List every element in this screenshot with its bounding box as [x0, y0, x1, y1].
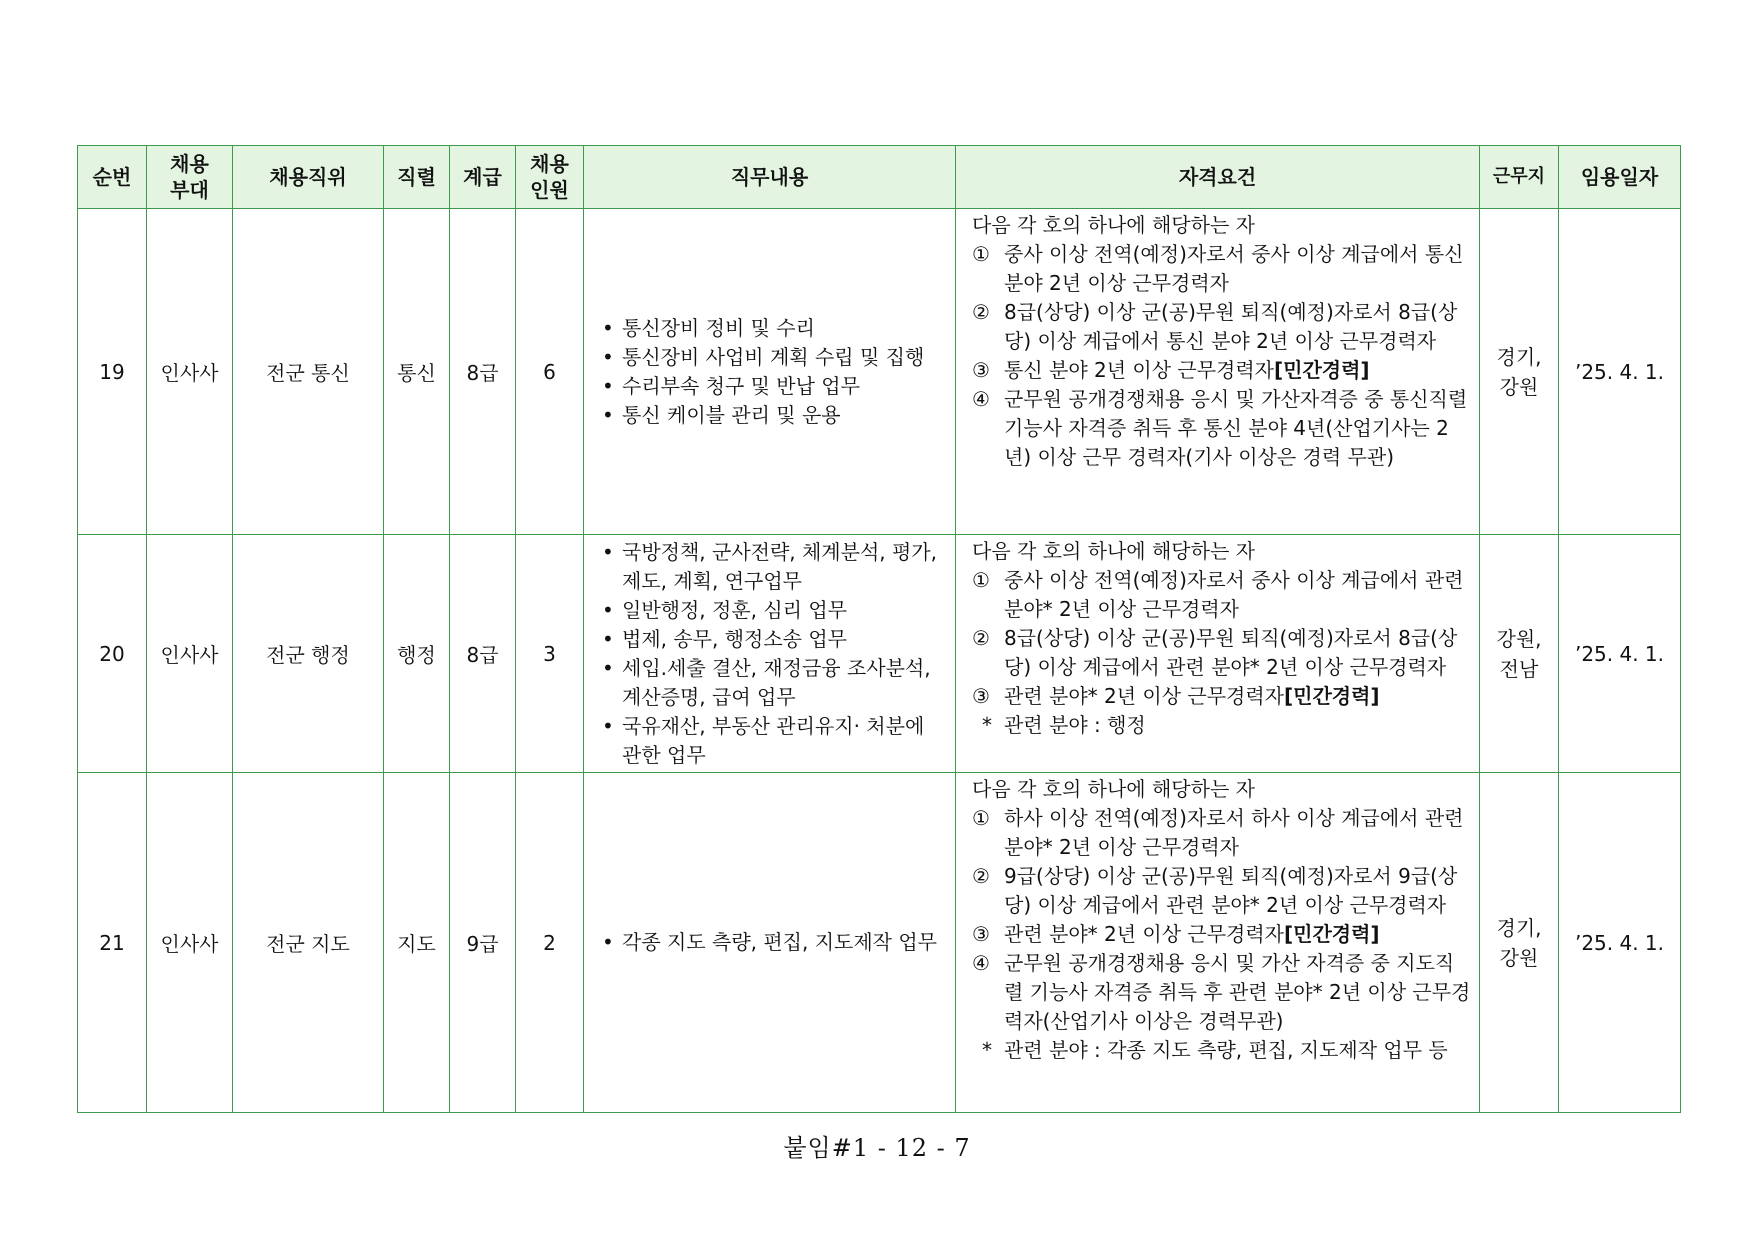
header-grade: 계급 [450, 146, 516, 209]
cell-position: 전군 행정 [233, 535, 384, 773]
qualification-item [972, 804, 1473, 862]
header-count [516, 146, 584, 209]
cell-duties [584, 773, 956, 1113]
qualification-item [972, 385, 1473, 472]
header-row [78, 146, 1681, 209]
cell-duties [584, 535, 956, 773]
qualification-intro: 다음 각 호의 하나에 해당하는 자 [972, 539, 1255, 563]
cell-series: 지도 [384, 773, 450, 1113]
duty-item: • 수리부속 청구 및 반납 업무 [600, 372, 945, 401]
duty-list [600, 314, 945, 430]
cell-count: 6 [516, 209, 584, 535]
qualification-item [972, 298, 1473, 356]
note-marker: * [982, 1038, 992, 1062]
cell-count: 3 [516, 535, 584, 773]
header-qualifications: 자격요건 [956, 146, 1480, 209]
qualification-note [972, 1036, 1473, 1065]
cell-position: 전군 통신 [233, 209, 384, 535]
qualification-number: ③ [972, 358, 990, 382]
table-row [78, 535, 1681, 773]
header-no: 순번 [78, 146, 147, 209]
qualification-text: 하사 이상 전역(예정)자로서 하사 이상 계급에서 관련 분야* 2년 이상 근무경력자 [1004, 806, 1464, 859]
header-unit-text: 채용 부대 [170, 152, 209, 202]
cell-location: 경기, 강원 [1480, 773, 1559, 1113]
cell-grade: 8급 [450, 535, 516, 773]
cell-qualifications [956, 535, 1480, 773]
career-type-tag: [민간경력] [1274, 358, 1370, 382]
qualification-text: 군무원 공개경쟁채용 응시 및 가산 자격증 중 지도직렬 기능사 자격증 취득 후 관련 분야* 2년 이상 근무경력자(산업기사 이상은 경력무관) [1004, 951, 1471, 1033]
qualification-number: ① [972, 806, 990, 830]
header-duties: 직무내용 [584, 146, 956, 209]
header-count-text: 채용 인원 [530, 152, 569, 202]
note-text: 관련 분야 : 각종 지도 측량, 편집, 지도제작 업무 등 [1004, 1038, 1448, 1062]
qualification-item [972, 920, 1473, 949]
qualification-number: ④ [972, 387, 990, 411]
recruitment-table [77, 145, 1681, 1113]
qualification-item [972, 949, 1473, 1036]
cell-date: ’25. 4. 1. [1559, 209, 1681, 535]
qualification-number: ② [972, 626, 990, 650]
qualification-intro: 다음 각 호의 하나에 해당하는 자 [972, 777, 1255, 801]
header-series: 직렬 [384, 146, 450, 209]
qualification-text: 8급(상당) 이상 군(공)무원 퇴직(예정)자로서 8급(상당) 이상 계급에서 통신 분야 2년 이상 근무경력자 [1004, 300, 1458, 353]
header-unit [147, 146, 233, 209]
cell-no: 19 [78, 209, 147, 535]
qualification-text: 통신 분야 2년 이상 근무경력자 [1004, 358, 1274, 382]
cell-unit: 인사사 [147, 535, 233, 773]
qualification-item [972, 682, 1473, 711]
table-row [78, 209, 1681, 535]
qualification-text: 중사 이상 전역(예정)자로서 중사 이상 계급에서 통신 분야 2년 이상 근무경력자 [1004, 242, 1464, 295]
qualification-number: ② [972, 864, 990, 888]
cell-unit: 인사사 [147, 209, 233, 535]
cell-position: 전군 지도 [233, 773, 384, 1113]
cell-qualifications [956, 209, 1480, 535]
cell-location: 강원, 전남 [1480, 535, 1559, 773]
qualification-number: ④ [972, 951, 990, 975]
qualification-item [972, 624, 1473, 682]
qualification-text: 중사 이상 전역(예정)자로서 중사 이상 계급에서 관련 분야* 2년 이상 근무경력자 [1004, 568, 1464, 621]
qualification-text: 8급(상당) 이상 군(공)무원 퇴직(예정)자로서 8급(상당) 이상 계급에서 관련 분야* 2년 이상 근무경력자 [1004, 626, 1458, 679]
cell-unit: 인사사 [147, 773, 233, 1113]
duty-item: • 일반행정, 정훈, 심리 업무 [600, 596, 945, 625]
duty-item: • 세입.세출 결산, 재정금융 조사분석, 계산증명, 급여 업무 [600, 654, 945, 712]
qualification-text: 관련 분야* 2년 이상 근무경력자 [1004, 922, 1284, 946]
duty-item: • 국유재산, 부동산 관리유지· 처분에 관한 업무 [600, 712, 945, 770]
note-text: 관련 분야 : 행정 [1004, 713, 1146, 737]
table-row [78, 773, 1681, 1113]
cell-qualifications [956, 773, 1480, 1113]
duty-item: • 국방정책, 군사전략, 체계분석, 평가, 제도, 계획, 연구업무 [600, 538, 945, 596]
note-marker: * [982, 713, 992, 737]
qualification-text: 군무원 공개경쟁채용 응시 및 가산자격증 중 통신직렬 기능사 자격증 취득 후 통신 분야 4년(산업기사는 2년) 이상 근무 경력자(기사 이상은 경력 무관) [1004, 387, 1468, 469]
qualification-number: ① [972, 242, 990, 266]
qualification-text: 9급(상당) 이상 군(공)무원 퇴직(예정)자로서 9급(상당) 이상 계급에서 관련 분야* 2년 이상 근무경력자 [1004, 864, 1458, 917]
duty-list [600, 538, 945, 770]
qualification-note [972, 711, 1473, 740]
qualification-text: 관련 분야* 2년 이상 근무경력자 [1004, 684, 1284, 708]
cell-duties [584, 209, 956, 535]
duty-item: • 각종 지도 측량, 편집, 지도제작 업무 [600, 928, 945, 957]
duty-list [600, 928, 945, 957]
header-position: 채용직위 [233, 146, 384, 209]
cell-series: 통신 [384, 209, 450, 535]
duty-item: • 법제, 송무, 행정소송 업무 [600, 625, 945, 654]
qualification-intro: 다음 각 호의 하나에 해당하는 자 [972, 213, 1255, 237]
qualification-number: ① [972, 568, 990, 592]
page-footer: 붙임#1 - 12 - 7 [783, 1134, 971, 1162]
career-type-tag: [민간경력] [1284, 922, 1380, 946]
qualification-item [972, 862, 1473, 920]
header-location: 근무지 [1480, 146, 1559, 209]
cell-no: 20 [78, 535, 147, 773]
career-type-tag: [민간경력] [1284, 684, 1380, 708]
cell-grade: 9급 [450, 773, 516, 1113]
duty-item: • 통신장비 사업비 계획 수립 및 집행 [600, 343, 945, 372]
qualification-item [972, 566, 1473, 624]
cell-location: 경기, 강원 [1480, 209, 1559, 535]
duty-item: • 통신장비 정비 및 수리 [600, 314, 945, 343]
cell-series: 행정 [384, 535, 450, 773]
qualification-item [972, 240, 1473, 298]
qualification-number: ② [972, 300, 990, 324]
qualification-number: ③ [972, 684, 990, 708]
cell-grade: 8급 [450, 209, 516, 535]
duty-item: • 통신 케이블 관리 및 운용 [600, 401, 945, 430]
cell-date: ’25. 4. 1. [1559, 773, 1681, 1113]
cell-date: ’25. 4. 1. [1559, 535, 1681, 773]
cell-count: 2 [516, 773, 584, 1113]
qualification-item [972, 356, 1473, 385]
cell-no: 21 [78, 773, 147, 1113]
qualification-number: ③ [972, 922, 990, 946]
header-date: 임용일자 [1559, 146, 1681, 209]
